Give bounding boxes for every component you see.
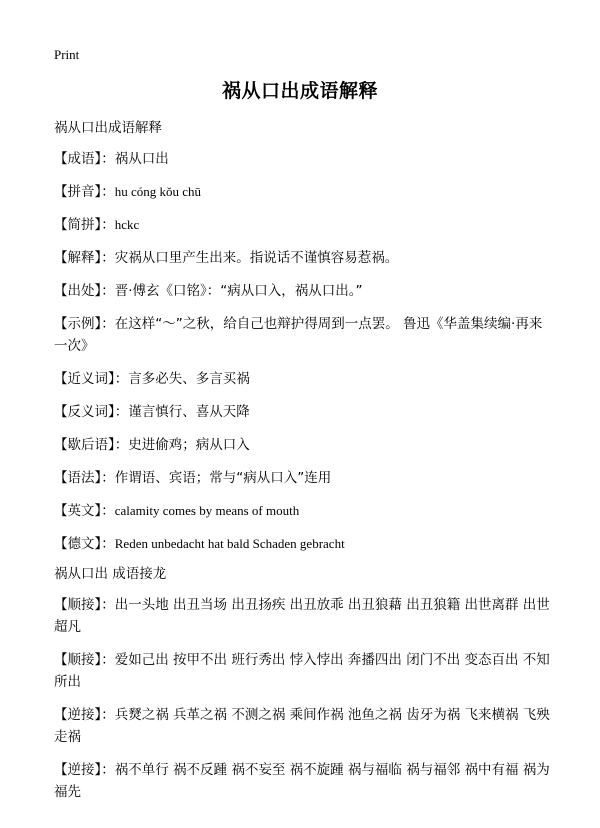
entry-value: 爱如己出 按甲不出 班行秀出 悖入悖出 奔播四出 闭门不出 变态百出 不知所出 (54, 652, 550, 690)
section-heading-chain: 祸从口出 成语接龙 (54, 566, 167, 582)
entry-separator: ： (101, 652, 115, 668)
entry-separator: ： (101, 503, 115, 519)
entry-label: 【歇后语】 (54, 437, 115, 453)
entry-separator: ： (101, 316, 115, 332)
entry-value: hckc (114, 217, 140, 232)
entry-separator: ： (101, 283, 115, 299)
entry-separator: ： (114, 404, 129, 420)
idiom-chain-row (54, 594, 554, 638)
entry-label: 【逆接】 (54, 707, 102, 723)
entry-separator: ： (114, 371, 129, 387)
entry-separator: ： (101, 597, 115, 613)
entry-separator: ： (114, 437, 129, 453)
article-body (54, 118, 554, 803)
entry-value: 祸从口出 (114, 151, 169, 167)
entry-separator: ： (101, 184, 115, 200)
idiom-entry-row (54, 368, 554, 390)
idiom-entry-row (54, 401, 554, 423)
entry-label: 【反义词】 (54, 404, 115, 420)
entry-label: 【德文】 (54, 536, 102, 552)
idiom-entry-row (54, 313, 554, 357)
entry-separator: ： (101, 470, 115, 486)
entry-label: 【顺接】 (54, 597, 102, 613)
entry-value: 祸不单行 祸不反踵 祸不妄至 祸不旋踵 祸与福临 祸与福邻 祸中有福 祸为福先 (54, 762, 550, 800)
entry-label: 【成语】 (54, 151, 102, 167)
entry-value: hu cóng kǒu chū (114, 184, 202, 199)
idiom-entry-row (54, 467, 554, 489)
entry-label: 【语法】 (54, 470, 102, 486)
idiom-entry-row (54, 533, 554, 555)
entry-value: 在这样“～”之秋，给自己也辩护得周到一点罢。 鲁迅《华盖集续编·再来一次》 (54, 316, 543, 354)
idiom-entry-row (54, 280, 554, 302)
entry-label: 【顺接】 (54, 652, 102, 668)
idiom-entry-row (54, 500, 554, 522)
entry-separator: ： (101, 707, 115, 723)
idiom-entry-row (54, 181, 554, 203)
entry-value: 谨言慎行、喜从天降 (128, 404, 250, 420)
entry-separator: ： (101, 250, 115, 266)
section-heading-explanation: 祸从口出成语解释 (54, 120, 162, 136)
idiom-entry-row (54, 148, 554, 170)
idiom-chain-row (54, 759, 554, 803)
entry-label: 【简拼】 (54, 217, 102, 233)
entry-value: 兵燹之祸 兵革之祸 不测之祸 乘间作祸 池鱼之祸 齿牙为祸 飞来横祸 飞殃走祸 (54, 707, 550, 745)
entry-value: 言多必失、多言买祸 (128, 371, 250, 387)
entry-value: 灾祸从口里产生出来。指说话不谨慎容易惹祸。 (114, 250, 399, 266)
entry-value: calamity comes by means of mouth (114, 503, 300, 518)
entry-label: 【示例】 (54, 316, 102, 332)
entry-label: 【近义词】 (54, 371, 115, 387)
idiom-chain-list (54, 594, 554, 803)
idiom-entry-row (54, 247, 554, 269)
entry-separator: ： (101, 151, 115, 167)
entry-separator: ： (101, 762, 115, 778)
entry-separator: ： (101, 536, 115, 552)
entry-label: 【逆接】 (54, 762, 102, 778)
entry-label: 【出处】 (54, 283, 102, 299)
entry-label: 【拼音】 (54, 184, 102, 200)
print-link[interactable]: Print (54, 47, 80, 62)
page-title: 祸从口出成语解释 (221, 80, 378, 102)
entry-label: 【英文】 (54, 503, 102, 519)
idiom-chain-row (54, 649, 554, 693)
idiom-entry-row (54, 434, 554, 456)
idiom-chain-row (54, 704, 554, 748)
entry-separator: ： (101, 217, 115, 233)
idiom-entry-row (54, 214, 554, 236)
entry-value: 出一头地 出丑当场 出丑扬疾 出丑放乖 出丑狼藉 出丑狼籍 出世离群 出世超凡 (54, 597, 550, 635)
entry-value: 晋·傅玄《口铭》：“病从口入，祸从口出。” (114, 283, 363, 299)
entry-label: 【解释】 (54, 250, 102, 266)
entry-value: Reden unbedacht hat bald Schaden gebracht (114, 536, 345, 551)
idiom-entry-list (54, 148, 554, 555)
entry-value: 史进偷鸡；病从口入 (128, 437, 250, 453)
entry-value: 作谓语、宾语；常与“病从口入”连用 (114, 470, 332, 486)
